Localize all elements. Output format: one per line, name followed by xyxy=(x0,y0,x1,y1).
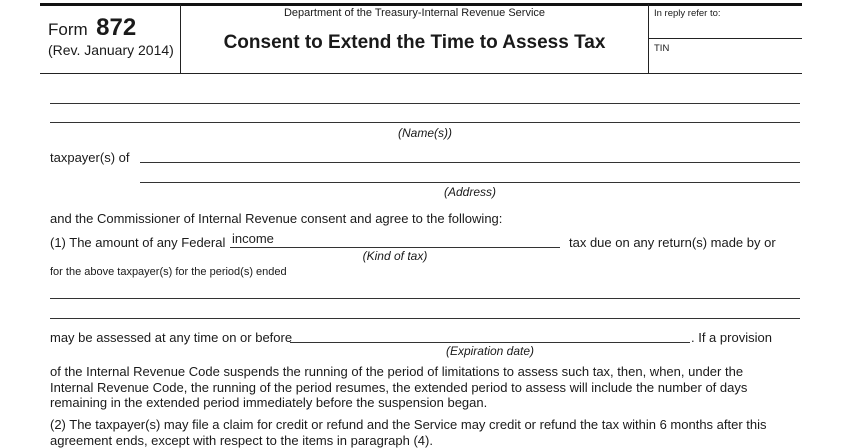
form-revision: (Rev. January 2014) xyxy=(48,42,174,58)
agency-name: Department of the Treasury-Internal Revenue Service xyxy=(283,7,546,19)
names-line-1 xyxy=(50,103,800,104)
assessed-prefix: may be assessed at any time on or before xyxy=(50,330,293,345)
expiration-caption: (Expiration date) xyxy=(445,344,535,358)
address-line-2 xyxy=(140,182,800,183)
names-line-2 xyxy=(50,122,800,123)
tin-input[interactable] xyxy=(652,54,802,70)
period-line-2 xyxy=(50,318,800,319)
form-title: Consent to Extend the Time to Assess Tax xyxy=(223,32,606,53)
names-input-1[interactable] xyxy=(50,86,800,102)
tin-label: TIN xyxy=(654,43,670,54)
period-input-2[interactable] xyxy=(50,301,800,317)
address-input-2[interactable] xyxy=(140,165,800,181)
kind-caption: (Kind of tax) xyxy=(362,249,428,263)
kind-of-tax-line xyxy=(230,247,560,248)
period-label: for the above taxpayer(s) for the period(s) ended xyxy=(50,266,287,278)
taxpayers-of-label: taxpayer(s) of xyxy=(50,150,130,165)
address-caption: (Address) xyxy=(443,185,496,199)
header-top-rule xyxy=(40,3,802,6)
header-bottom-rule xyxy=(40,73,802,74)
assessed-suffix: . If a provision xyxy=(691,330,772,345)
amount-suffix: tax due on any return(s) made by or xyxy=(569,235,776,250)
expiration-date-input[interactable] xyxy=(290,325,690,341)
amount-prefix: (1) The amount of any Federal xyxy=(50,235,226,250)
reply-tin-divider xyxy=(648,38,802,39)
address-line-1 xyxy=(140,162,800,163)
form-number-block xyxy=(48,14,136,42)
period-input-1[interactable] xyxy=(50,281,800,297)
names-caption: (Name(s)) xyxy=(398,126,452,140)
kind-of-tax-input[interactable] xyxy=(230,230,560,246)
reply-label: In reply refer to: xyxy=(654,8,721,19)
reply-input[interactable] xyxy=(652,19,802,35)
form-number: 872 xyxy=(96,14,137,41)
provision-paragraph: of the Internal Revenue Code suspends the running of the period of limitations to assess such tax, then, when, under the Internal Revenue Code, the running of the period resumes, the extended period to assess will include the number of days remaining in the extended period immediately before the suspension began. xyxy=(50,364,748,410)
period-line-1 xyxy=(50,298,800,299)
expiration-date-line xyxy=(290,342,690,343)
item2-paragraph: (2) The taxpayer(s) may file a claim for credit or refund and the Service may credit or refund the tax within 6 months after this agreement ends, except with respect to the items in paragraph (4). xyxy=(50,417,767,448)
consent-intro: and the Commissioner of Internal Revenue consent and agree to the following: xyxy=(50,211,503,226)
names-input-2[interactable] xyxy=(50,105,800,121)
address-input-1[interactable] xyxy=(140,145,800,161)
form-word: Form xyxy=(48,20,88,39)
